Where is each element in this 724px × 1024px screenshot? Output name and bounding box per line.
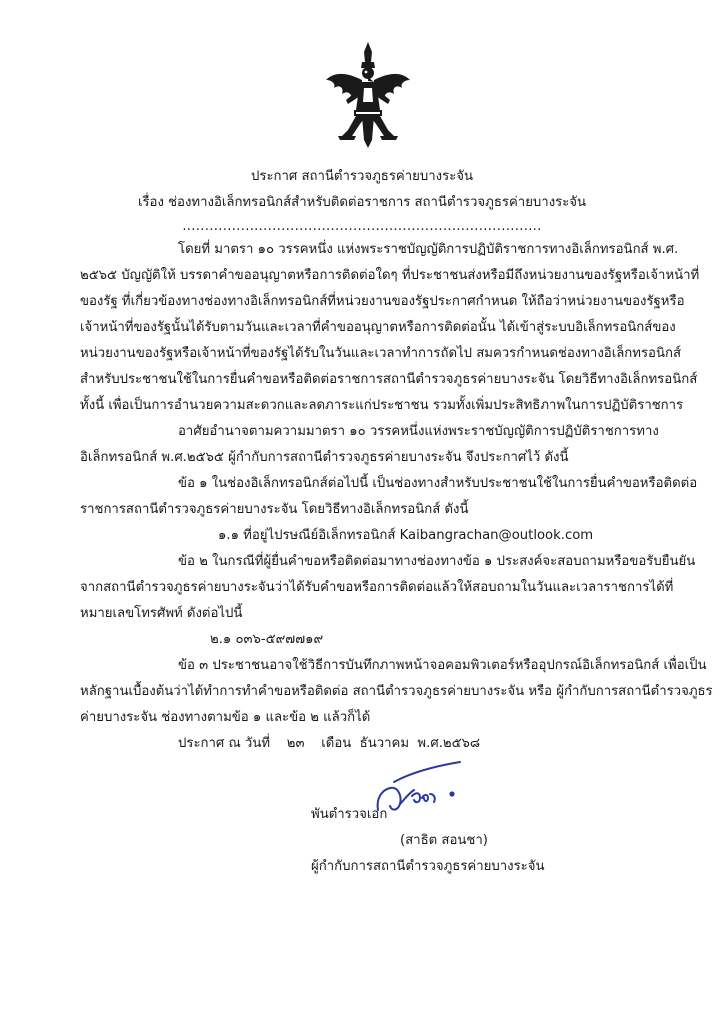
- paragraph-1-line-3: ของรัฐ ที่เกี่ยวข้องทางช่องทางอิเล็กทรอนิกส์ที่หน่วยงานของรัฐประกาศกำหนด ให้ถือว่าหน่วยงานของรัฐหรือ: [80, 294, 685, 309]
- notice-subject: เรื่อง ช่องทางอิเล็กทรอนิกส์สำหรับติดต่อราชการ สถานีตำรวจภูธรค่ายบางระจัน: [137, 195, 587, 210]
- clause-2-line-3: หมายเลขโทรศัพท์ ดังต่อไปนี้: [80, 606, 243, 621]
- clause-1-line-2: ราชการสถานีตำรวจภูธรค่ายบางระจัน โดยวิธีทางอิเล็กทรอนิกส์ ดังนี้: [80, 502, 469, 517]
- paragraph-2-line-2: อิเล็กทรอนิกส์ พ.ศ.๒๕๖๕ ผู้กำกับการสถานีตำรวจภูธรค่ายบางระจัน จึงประกาศไว้ ดังนี้: [80, 450, 569, 465]
- paragraph-1-line-1: โดยที่ มาตรา ๑๐ วรรคหนึ่ง แห่งพระราชบัญญัติการปฏิบัติราชการทางอิเล็กทรอนิกส์ พ.ศ.: [178, 242, 679, 257]
- paragraph-1-line-6: สำหรับประชาชนใช้ในการยื่นคำขอหรือติดต่อราชการสถานีตำรวจภูธรค่ายบางระจัน โดยวิธีทางอิเล็กทรอนิกส์: [80, 372, 698, 387]
- paragraph-1-line-2: ๒๕๖๕ บัญญัติให้ บรรดาคำขออนุญาตหรือการติดต่อใดๆ ที่ประชาชนส่งหรือมีถึงหน่วยงานของรัฐหรือเจ้าหน้าที่: [80, 268, 700, 283]
- announcement-date: ประกาศ ณ วันที่ ๒๓ เดือน ธันวาคม พ.ศ.๒๕๖๘: [178, 736, 481, 751]
- separator-dots: ................................................................................: [182, 219, 542, 234]
- clause-2-line-1: ข้อ ๒ ในกรณีที่ผู้ยื่นคำขอหรือติดต่อมาทางช่องทางข้อ ๑ ประสงค์จะสอบถามหรือขอรับยืนยัน: [178, 554, 696, 569]
- clause-3-line-3: ค่ายบางระจัน ช่องทางตามข้อ ๑ และข้อ ๒ แล้วก็ได้: [80, 710, 371, 725]
- clause-1-line-1: ข้อ ๑ ในช่องอิเล็กทรอนิกส์ต่อไปนี้ เป็นช่องทางสำหรับประชาชนใช้ในการยื่นคำขอหรือติดต่อ: [178, 476, 698, 491]
- clause-2-line-2: จากสถานีตำรวจภูธรค่ายบางระจันว่าได้รับคำขอหรือการติดต่อแล้วให้สอบถามในวันและเวลาราชการได้ที่: [80, 580, 674, 595]
- paragraph-1-line-7: ทั้งนี้ เพื่อเป็นการอำนวยความสะดวกและลดภาระแก่ประชาชน รวมทั้งเพิ่มประสิทธิภาพในการปฏิบัติราชการ: [80, 398, 684, 413]
- signer-name: (สาธิต สอนชา): [400, 833, 488, 848]
- clause-1-1-email: ๑.๑ ที่อยู่ไปรษณีย์อิเล็กทรอนิกส์ Kaibangrachan@outlook.com: [218, 528, 594, 543]
- notice-title: ประกาศ สถานีตำรวจภูธรค่ายบางระจัน: [250, 169, 474, 184]
- paragraph-2-line-1: อาศัยอำนาจตามความมาตรา ๑๐ วรรคหนึ่งแห่งพระราชบัญญัติการปฏิบัติราชการทาง: [178, 424, 659, 439]
- signer-position: ผู้กำกับการสถานีตำรวจภูธรค่ายบางระจัน: [311, 859, 545, 874]
- clause-3-line-1: ข้อ ๓ ประชาชนอาจใช้วิธีการบันทึกภาพหน้าจอคอมพิวเตอร์หรืออุปกรณ์อิเล็กทรอนิกส์ เพื่อเป็น: [178, 658, 707, 673]
- paragraph-1-line-5: หน่วยงานของรัฐหรือเจ้าหน้าที่ของรัฐได้รับในวันและเวลาทำการถัดไป สมควรกำหนดช่องทางอิเล็กทรอนิกส์: [80, 346, 682, 361]
- clause-3-line-2: หลักฐานเบื้องต้นว่าได้ทำการทำคำขอหรือติดต่อ สถานีตำรวจภูธรค่ายบางระจัน หรือ ผู้กำกับการสถานีตำรวจภูธร: [80, 684, 713, 699]
- paragraph-1-line-4: เจ้าหน้าที่ของรัฐนั้นได้รับตามวันและเวลาที่คำขออนุญาตหรือการติดต่อนั้น ได้เข้าสู่ระบบอิเล็กทรอนิกส์ของ: [80, 320, 676, 335]
- signer-rank: พันตำรวจเอก: [311, 807, 388, 822]
- garuda-emblem-icon: [322, 40, 414, 152]
- clause-2-1-phone: ๒.๑ ๐๓๖-๕๙๗๗๑๙: [210, 632, 324, 647]
